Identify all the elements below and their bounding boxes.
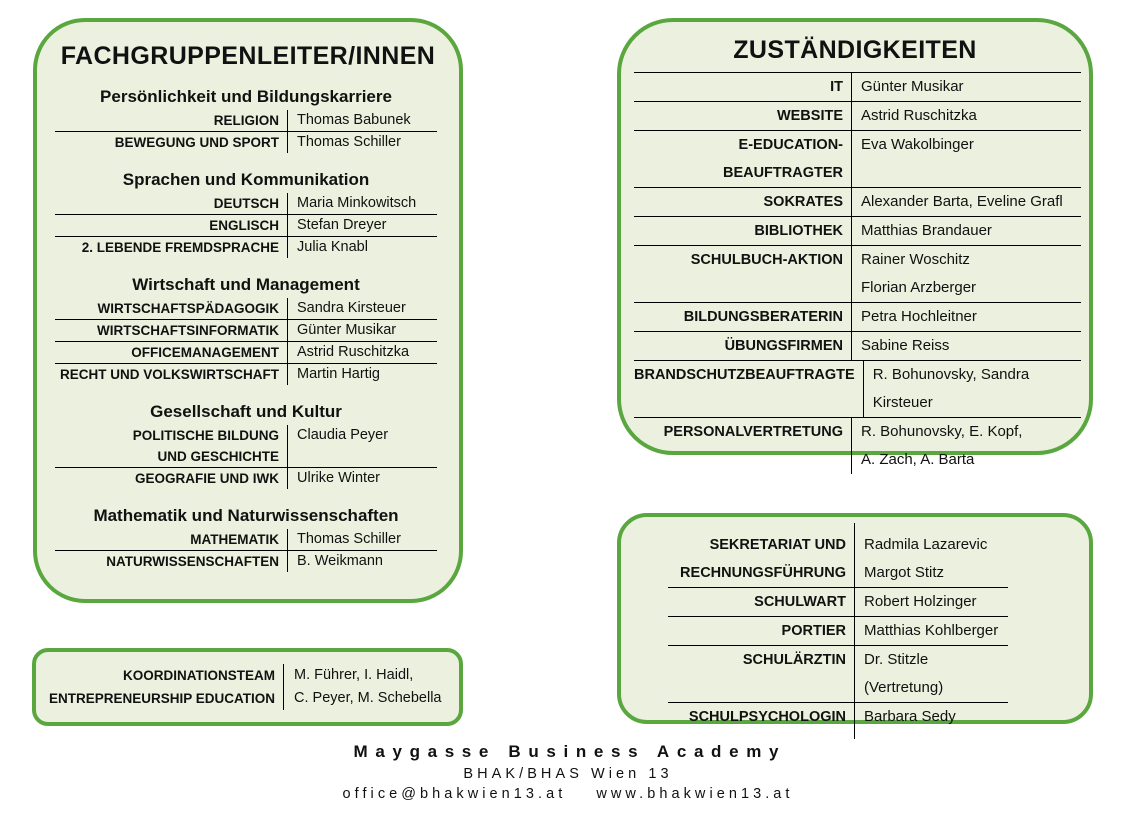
table-row <box>634 102 1081 131</box>
row-label-line: WIRTSCHAFTSINFORMATIK <box>97 323 279 338</box>
table-row <box>634 361 1081 418</box>
row-name <box>851 131 1081 187</box>
row-label <box>55 320 287 341</box>
section-table <box>55 110 437 153</box>
footer <box>0 742 1132 802</box>
contact-line <box>4 786 1132 802</box>
row-name-line: Thomas Babunek <box>297 112 411 128</box>
row-name <box>851 73 1081 101</box>
row-label-line: ÜBUNGSFIRMEN <box>724 338 843 354</box>
row-name <box>854 523 1008 587</box>
row-label-line: ENGLISCH <box>209 218 279 233</box>
row-name-line: Maria Minkowitsch <box>297 195 417 211</box>
table-row <box>668 646 1008 703</box>
table-row <box>55 468 437 489</box>
row-label-line: BRANDSCHUTZBEAUFTRAGTE <box>634 367 855 383</box>
row-label <box>55 342 287 363</box>
table-row <box>55 110 437 132</box>
row-label <box>55 215 287 236</box>
row-name-line: Julia Knabl <box>297 239 368 255</box>
row-label-line: BILDUNGSBERATERIN <box>683 309 843 325</box>
row-name <box>287 425 437 467</box>
row-label <box>55 110 287 131</box>
row-label-line: RELIGION <box>213 113 279 128</box>
row-name-line: Margot Stitz <box>864 564 945 581</box>
section-table <box>55 298 437 385</box>
row-name-line: Thomas Schiller <box>297 531 401 547</box>
fachgruppenleiter-sections <box>55 86 437 572</box>
table-row <box>55 529 437 551</box>
row-label <box>634 102 851 130</box>
row-label <box>634 188 851 216</box>
row-label-line: DEUTSCH <box>213 196 279 211</box>
row-label <box>55 551 287 572</box>
row-name-line: Florian Arzberger <box>861 279 977 296</box>
section-heading: Sprachen und Kommunikation <box>122 170 370 189</box>
row-label <box>668 617 854 645</box>
fachgruppenleiter-panel <box>33 18 463 603</box>
row-name <box>283 664 459 710</box>
table-row <box>668 588 1008 617</box>
table-row <box>55 364 437 385</box>
row-name <box>854 646 1008 702</box>
row-label-line: GEOGRAFIE UND IWK <box>135 471 279 486</box>
table-row <box>634 73 1081 102</box>
section-heading: Persönlichkeit und Bildungskarriere <box>100 87 392 106</box>
row-label-line: POLITISCHE BILDUNG <box>132 428 279 443</box>
koordinationsteam-row-holder <box>36 664 459 710</box>
table-row <box>55 237 437 258</box>
row-name <box>287 298 437 319</box>
school-name: Maygasse Business Academy <box>353 742 787 761</box>
row-label-line: RECHNUNGSFÜHRUNG <box>680 565 846 581</box>
row-name-line: M. Führer, I. Haidl, <box>294 667 414 683</box>
table-row <box>634 246 1081 303</box>
row-name-line: Claudia Peyer <box>297 427 389 443</box>
row-label-line: SCHULPSYCHOLOGIN <box>688 709 846 725</box>
row-name-line: Matthias Kohlberger <box>864 622 999 639</box>
row-label <box>668 703 854 739</box>
table-row <box>634 217 1081 246</box>
row-label <box>634 332 851 360</box>
row-name <box>854 703 1008 739</box>
table-row <box>55 551 437 572</box>
row-label <box>55 298 287 319</box>
row-name-line: Alexander Barta, Eveline Grafl <box>861 193 1063 210</box>
row-label-line: MATHEMATIK <box>190 532 279 547</box>
row-label-line: BEWEGUNG UND SPORT <box>114 135 279 150</box>
subject-section <box>55 169 437 258</box>
table-row <box>55 320 437 342</box>
row-name <box>287 215 437 236</box>
row-name-line: Barbara Sedy <box>864 708 956 725</box>
row-name-line: Radmila Lazarevic <box>864 536 988 553</box>
email-text: office@bhakwien13.at <box>342 786 567 802</box>
table-row <box>634 418 1081 474</box>
table-row <box>634 303 1081 332</box>
row-name <box>851 102 1081 130</box>
row-name-line: Astrid Ruschitzka <box>297 344 410 360</box>
row-name-line: Günter Musikar <box>861 78 964 95</box>
row-label-line: WIRTSCHAFTSPÄDAGOGIK <box>97 301 279 316</box>
row-label-line: 2. LEBENDE FREMDSPRACHE <box>81 240 279 255</box>
zustaendigkeiten-panel <box>617 18 1093 468</box>
row-name <box>851 418 1081 474</box>
koordinationsteam-panel <box>32 648 463 726</box>
row-name-line: C. Peyer, M. Schebella <box>294 690 442 706</box>
row-name-line: R. Bohunovsky, Sandra Kirsteuer <box>872 366 1030 411</box>
table-row <box>668 703 1008 739</box>
row-label <box>634 418 851 474</box>
row-name <box>851 332 1081 360</box>
row-name-line: Astrid Ruschitzka <box>861 107 977 124</box>
row-label-line: BIBLIOTHEK <box>754 223 843 239</box>
row-label-line: SEKRETARIAT UND <box>709 537 846 553</box>
row-label <box>36 664 283 710</box>
row-label <box>55 193 287 214</box>
table-row <box>55 193 437 215</box>
table-row <box>634 332 1081 361</box>
row-label-line: RECHT UND VOLKSWIRTSCHAFT <box>60 367 279 382</box>
section-table <box>55 425 437 489</box>
table-row <box>55 298 437 320</box>
row-name-line: Robert Holzinger <box>864 593 977 610</box>
row-label-line: SOKRATES <box>763 194 843 210</box>
row-label-line: OFFICEMANAGEMENT <box>131 345 279 360</box>
row-name <box>287 551 437 572</box>
row-name-line: Eva Wakolbinger <box>861 136 974 153</box>
row-label-line: ENTREPRENEURSHIP EDUCATION <box>48 691 275 706</box>
row-label <box>634 246 851 302</box>
table-row <box>55 132 437 153</box>
section-heading: Wirtschaft und Management <box>132 275 360 294</box>
services-panel <box>617 513 1093 724</box>
row-name <box>287 342 437 363</box>
fachgruppenleiter-title: FACHGRUPPENLEITER/INNEN <box>60 42 436 70</box>
row-name <box>287 237 437 258</box>
row-label-line: NATURWISSENSCHAFTEN <box>106 554 279 569</box>
subject-section <box>55 274 437 385</box>
row-name-line: Martin Hartig <box>297 366 380 382</box>
row-name-line: Stefan Dreyer <box>297 217 387 233</box>
row-name-line: Sandra Kirsteuer <box>297 300 406 316</box>
row-name-line: Matthias Brandauer <box>861 222 992 239</box>
row-name <box>854 588 1008 616</box>
row-label <box>668 523 854 587</box>
table-row <box>668 523 1008 588</box>
row-name-line: A. Zach, A. Barta <box>861 451 975 468</box>
section-table <box>55 529 437 572</box>
row-label-line: KOORDINATIONSTEAM <box>123 668 275 683</box>
row-name-line: Ulrike Winter <box>297 470 380 486</box>
row-label <box>55 364 287 385</box>
table-row <box>55 425 437 468</box>
row-label <box>634 131 851 187</box>
section-table <box>55 193 437 258</box>
section-heading: Mathematik und Naturwissenschaften <box>93 506 399 525</box>
table-row <box>55 215 437 237</box>
row-name <box>287 468 437 489</box>
row-name-line: Dr. Stitzle (Vertretung) <box>864 651 944 696</box>
row-label-line: PORTIER <box>781 623 846 639</box>
subject-section <box>55 86 437 153</box>
row-label <box>634 217 851 245</box>
table-row <box>55 342 437 364</box>
row-name <box>287 320 437 341</box>
row-name-line: Thomas Schiller <box>297 134 401 150</box>
row-label <box>634 73 851 101</box>
row-name-line: B. Weikmann <box>297 553 383 569</box>
row-label <box>668 588 854 616</box>
row-label <box>634 303 851 331</box>
school-type: BHAK/BHAS Wien 13 <box>463 766 673 782</box>
row-label-line: SCHULÄRZTIN <box>742 652 846 668</box>
row-name <box>287 364 437 385</box>
row-label-line: PERSONALVERTRETUNG <box>663 424 843 440</box>
row-name-line: Rainer Woschitz <box>861 251 970 268</box>
row-name <box>851 217 1081 245</box>
row-name <box>287 193 437 214</box>
table-row <box>668 617 1008 646</box>
row-label <box>55 425 287 467</box>
row-name <box>854 617 1008 645</box>
row-label-line: SCHULWART <box>754 594 846 610</box>
row-name <box>863 361 1081 417</box>
zustaendigkeiten-title: ZUSTÄNDIGKEITEN <box>733 36 977 64</box>
row-label <box>55 237 287 258</box>
zustaendigkeiten-table <box>634 72 1081 474</box>
services-table <box>668 523 1008 739</box>
row-name <box>287 132 437 153</box>
row-name <box>851 188 1081 216</box>
row-label-line: IT <box>830 79 843 95</box>
row-name-line: Sabine Reiss <box>861 337 950 354</box>
row-name <box>287 110 437 131</box>
row-label <box>55 468 287 489</box>
row-name-line: Petra Hochleitner <box>861 308 977 325</box>
row-label <box>55 132 287 153</box>
row-name-line: Günter Musikar <box>297 322 397 338</box>
row-name <box>851 246 1081 302</box>
row-name <box>287 529 437 550</box>
row-name-line: R. Bohunovsky, E. Kopf, <box>861 423 1023 440</box>
row-label-line: SCHULBUCH-AKTION <box>690 252 843 268</box>
row-name <box>851 303 1081 331</box>
subject-section <box>55 401 437 489</box>
table-row <box>36 664 459 710</box>
section-heading: Gesellschaft und Kultur <box>150 402 342 421</box>
row-label <box>634 361 863 417</box>
row-label-line: WEBSITE <box>776 108 843 124</box>
subject-section <box>55 505 437 572</box>
table-row <box>634 188 1081 217</box>
row-label <box>55 529 287 550</box>
row-label <box>668 646 854 702</box>
row-label-line: E-EDUCATION-BEAUFTRAGTER <box>722 137 843 181</box>
table-row <box>634 131 1081 188</box>
row-label-line: UND GESCHICHTE <box>157 449 279 464</box>
website-text: www.bhakwien13.at <box>596 786 794 802</box>
